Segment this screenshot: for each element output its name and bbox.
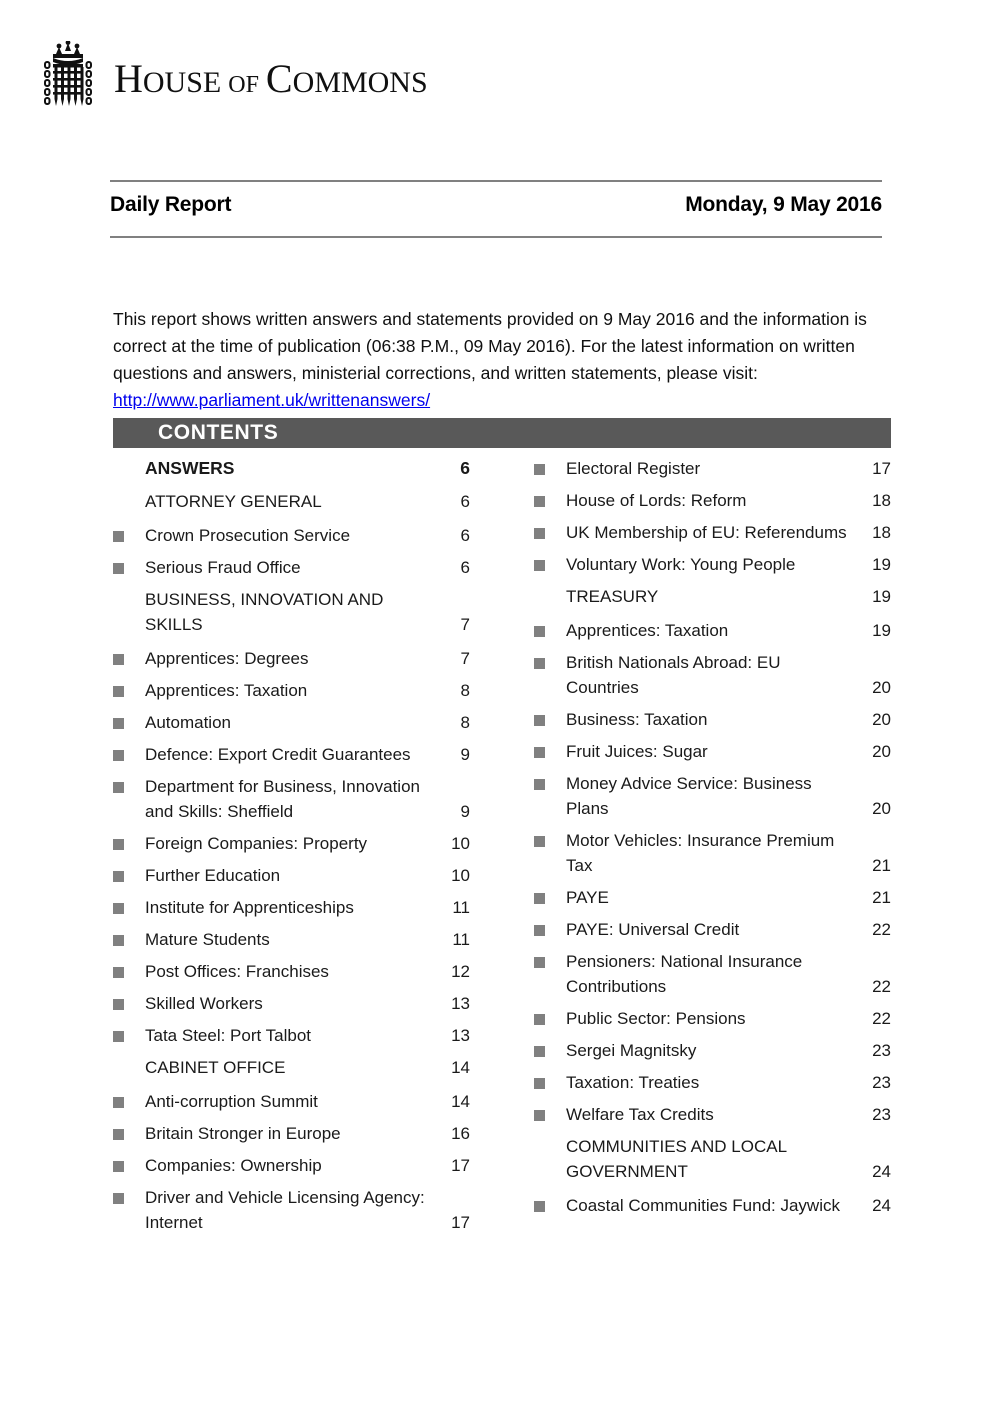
toc-entry-label: CABINET OFFICE — [145, 1058, 286, 1077]
toc-entry-label: Serious Fraud Office — [145, 558, 301, 577]
square-bullet-icon — [534, 893, 545, 904]
toc-entry-page: 17 — [451, 1156, 470, 1175]
toc-entry-page: 11 — [452, 898, 470, 917]
toc-row[interactable] — [534, 1006, 891, 1031]
toc-row[interactable] — [113, 710, 470, 735]
toc-bullet-cell — [113, 523, 145, 542]
toc-entry-page: 11 — [452, 930, 470, 949]
square-bullet-icon — [534, 626, 545, 637]
toc-row[interactable] — [534, 520, 891, 545]
toc-row[interactable] — [534, 1134, 891, 1184]
square-bullet-icon — [113, 782, 124, 793]
toc-bullet-cell — [534, 456, 566, 475]
header-rule-top — [110, 180, 882, 182]
toc-entry-page: 10 — [451, 834, 470, 853]
toc-entry-label: Sergei Magnitsky — [566, 1041, 697, 1060]
toc-bullet-cell — [113, 456, 145, 464]
toc-entry-page: 6 — [460, 492, 470, 511]
toc-bullet-cell — [113, 774, 145, 793]
toc-entry-label: Skilled Workers — [145, 994, 263, 1013]
toc-entry-label: Anti-corruption Summit — [145, 1092, 318, 1111]
toc-bullet-cell — [534, 618, 566, 637]
toc-row[interactable] — [534, 1038, 891, 1063]
toc-row[interactable] — [113, 895, 470, 920]
toc-row[interactable] — [534, 707, 891, 732]
toc-bullet-cell — [534, 739, 566, 758]
toc-entry-page: 24 — [872, 1196, 891, 1215]
toc-row[interactable] — [534, 949, 891, 999]
toc-row[interactable] — [113, 523, 470, 548]
toc-bullet-cell — [534, 1134, 566, 1142]
toc-entry-label: Mature Students — [145, 930, 270, 949]
toc-bullet-cell — [534, 885, 566, 904]
contents-banner — [113, 418, 891, 448]
toc-entry-label: Business: Taxation — [566, 710, 708, 729]
square-bullet-icon — [534, 747, 545, 758]
toc-entry-page: 8 — [460, 681, 470, 700]
toc-bullet-cell — [113, 1153, 145, 1172]
toc-row[interactable] — [113, 1089, 470, 1114]
toc-entry-page: 16 — [451, 1124, 470, 1143]
toc-entry-label: British Nationals Abroad: EU Countries — [566, 653, 781, 697]
toc-bullet-cell — [534, 1102, 566, 1121]
toc-entry-page: 6 — [460, 558, 470, 577]
square-bullet-icon — [113, 935, 124, 946]
toc-entry-page: 18 — [872, 523, 891, 542]
square-bullet-icon — [113, 871, 124, 882]
toc-row[interactable] — [534, 650, 891, 700]
toc-entry-page: 18 — [872, 491, 891, 510]
toc-entry-label: Driver and Vehicle Licensing Agency: Internet — [145, 1188, 425, 1232]
toc-entry-label: Automation — [145, 713, 231, 732]
toc-row[interactable] — [534, 456, 891, 481]
toc-row[interactable] — [534, 618, 891, 643]
wordmark-of: OF — [228, 72, 259, 98]
wordmark-ouse: OUSE — [142, 66, 222, 99]
toc-entry-label: Voluntary Work: Young People — [566, 555, 796, 574]
toc-entry-page: 17 — [872, 459, 891, 478]
toc-entry-page: 19 — [872, 621, 891, 640]
toc-bullet-cell — [113, 927, 145, 946]
toc-bullet-cell — [113, 863, 145, 882]
toc-bullet-cell — [534, 584, 566, 592]
toc-entry-label: Pensioners: National Insurance Contributions — [566, 952, 803, 996]
page-title: Daily Report — [110, 193, 232, 216]
toc-row[interactable] — [534, 488, 891, 513]
toc-entry-page: 9 — [460, 802, 470, 821]
square-bullet-icon — [113, 1129, 124, 1140]
toc-bullet-cell — [113, 1089, 145, 1108]
toc-bullet-cell — [534, 650, 566, 669]
toc-row[interactable] — [113, 927, 470, 952]
toc-entry-page: 20 — [872, 710, 891, 729]
toc-bullet-cell — [534, 1006, 566, 1025]
masthead — [36, 38, 428, 120]
toc-entry-label: Crown Prosecution Service — [145, 526, 351, 545]
square-bullet-icon — [534, 836, 545, 847]
toc-column-right — [534, 456, 891, 1242]
toc-row[interactable] — [113, 959, 470, 984]
toc-entry-label: Apprentices: Taxation — [566, 621, 729, 640]
toc-bullet-cell — [534, 1193, 566, 1212]
toc-bullet-cell — [113, 895, 145, 914]
square-bullet-icon — [113, 1031, 124, 1042]
toc-entry-page: 6 — [460, 526, 470, 545]
toc-row[interactable] — [113, 774, 470, 824]
toc-bullet-cell — [534, 707, 566, 726]
toc-row[interactable] — [113, 863, 470, 888]
intro-text: This report shows written answers and statements provided on 9 May 2016 and the information is correct at the time of publication (06:38 P.M., 09 May 2016). For the latest information on written questions and answers, ministerial corrections, and written statements, please visit: — [113, 308, 867, 383]
toc-bullet-cell — [534, 917, 566, 936]
toc-row[interactable] — [113, 1121, 470, 1146]
square-bullet-icon — [534, 496, 545, 507]
toc-entry-page: 10 — [451, 866, 470, 885]
toc-bullet-cell — [534, 828, 566, 847]
toc-entry-page: 7 — [460, 615, 470, 634]
house-of-commons-wordmark — [114, 56, 428, 101]
toc-entry-page: 19 — [872, 587, 891, 606]
square-bullet-icon — [113, 999, 124, 1010]
toc-entry-page: 20 — [872, 678, 891, 697]
toc-entry-label: Defence: Export Credit Guarantees — [145, 745, 411, 764]
toc-entry-label: Motor Vehicles: Insurance Premium Tax — [566, 831, 835, 875]
toc-entry-label: ANSWERS — [145, 458, 235, 478]
toc-entry-page: 23 — [872, 1073, 891, 1092]
toc-entry-page: 22 — [872, 920, 891, 939]
square-bullet-icon — [534, 1046, 545, 1057]
toc-row[interactable] — [534, 828, 891, 878]
toc-entry-page: 17 — [451, 1213, 470, 1232]
square-bullet-icon — [534, 925, 545, 936]
square-bullet-icon — [113, 531, 124, 542]
toc-entry-page: 22 — [872, 977, 891, 996]
square-bullet-icon — [534, 528, 545, 539]
toc-row[interactable] — [534, 1193, 891, 1218]
square-bullet-icon — [534, 1014, 545, 1025]
toc-row[interactable] — [534, 1070, 891, 1095]
portcullis-crowned-icon — [36, 41, 100, 117]
square-bullet-icon — [534, 957, 545, 968]
toc-row[interactable] — [113, 831, 470, 856]
toc-entry-label: Welfare Tax Credits — [566, 1105, 714, 1124]
toc-bullet-cell — [113, 489, 145, 497]
square-bullet-icon — [113, 686, 124, 697]
square-bullet-icon — [534, 1078, 545, 1089]
toc-entry-label: Coastal Communities Fund: Jaywick — [566, 1196, 840, 1215]
wordmark-ommons: OMMONS — [292, 66, 428, 99]
wordmark-h: H — [114, 56, 143, 101]
toc-entry-label: Public Sector: Pensions — [566, 1009, 746, 1028]
toc-row[interactable] — [534, 1102, 891, 1127]
toc-entry-page: 14 — [451, 1092, 470, 1111]
toc-entry-label: UK Membership of EU: Referendums — [566, 523, 847, 542]
toc-entry-label: Fruit Juices: Sugar — [566, 742, 708, 761]
toc-row[interactable] — [534, 584, 891, 609]
square-bullet-icon — [113, 1193, 124, 1204]
toc-bullet-cell — [113, 831, 145, 850]
toc-entry-label: PAYE — [566, 888, 609, 907]
toc-entry-page: 20 — [872, 799, 891, 818]
toc-entry-label: Britain Stronger in Europe — [145, 1124, 341, 1143]
toc-entry-label: Tata Steel: Port Talbot — [145, 1026, 312, 1045]
toc-row[interactable] — [534, 917, 891, 942]
toc-row[interactable] — [113, 678, 470, 703]
toc-bullet-cell — [534, 520, 566, 539]
report-date: Monday, 9 May 2016 — [685, 193, 882, 216]
toc-row[interactable] — [113, 991, 470, 1016]
toc-entry-label: BUSINESS, INNOVATION AND SKILLS — [145, 590, 384, 634]
header-rule-bottom — [110, 236, 882, 238]
toc-entry-label: House of Lords: Reform — [566, 491, 747, 510]
toc-bullet-cell — [534, 1070, 566, 1089]
toc-row[interactable] — [113, 742, 470, 767]
square-bullet-icon — [113, 563, 124, 574]
toc-entry-label: Money Advice Service: Business Plans — [566, 774, 812, 818]
toc-entry-label: Apprentices: Taxation — [145, 681, 308, 700]
toc-row[interactable] — [113, 1185, 470, 1235]
toc-bullet-cell — [113, 1023, 145, 1042]
toc-row[interactable] — [534, 739, 891, 764]
toc-entry-label: ATTORNEY GENERAL — [145, 492, 322, 511]
toc-row[interactable] — [113, 1023, 470, 1048]
table-of-contents — [113, 456, 891, 1242]
toc-bullet-cell — [534, 1038, 566, 1057]
toc-bullet-cell — [113, 678, 145, 697]
square-bullet-icon — [113, 839, 124, 850]
square-bullet-icon — [534, 464, 545, 475]
toc-bullet-cell — [534, 771, 566, 790]
written-answers-link[interactable]: http://www.parliament.uk/writtenanswers/ — [113, 389, 431, 410]
toc-bullet-cell — [113, 742, 145, 761]
toc-row[interactable] — [113, 1153, 470, 1178]
square-bullet-icon — [113, 1161, 124, 1172]
toc-entry-label: Department for Business, Innovation and Skills: Sheffield — [145, 777, 420, 821]
toc-entry-label: Companies: Ownership — [145, 1156, 322, 1175]
toc-bullet-cell — [113, 1121, 145, 1140]
toc-row[interactable] — [534, 885, 891, 910]
toc-entry-label: TREASURY — [566, 587, 659, 606]
toc-entry-label: PAYE: Universal Credit — [566, 920, 740, 939]
toc-bullet-cell — [113, 1055, 145, 1063]
report-header — [110, 193, 882, 217]
wordmark-c: C — [265, 56, 293, 101]
square-bullet-icon — [113, 654, 124, 665]
toc-entry-page: 22 — [872, 1009, 891, 1028]
toc-entry-page: 23 — [872, 1041, 891, 1060]
toc-bullet-cell — [534, 552, 566, 571]
toc-bullet-cell — [113, 710, 145, 729]
toc-bullet-cell — [113, 991, 145, 1010]
toc-bullet-cell — [113, 1185, 145, 1204]
square-bullet-icon — [113, 967, 124, 978]
toc-bullet-cell — [113, 555, 145, 574]
square-bullet-icon — [534, 560, 545, 571]
contents-banner-label: CONTENTS — [158, 421, 279, 444]
toc-entry-page: 20 — [872, 742, 891, 761]
square-bullet-icon — [534, 1110, 545, 1121]
toc-entry-page: 6 — [460, 458, 470, 478]
toc-row[interactable] — [113, 587, 470, 637]
toc-entry-page: 19 — [872, 555, 891, 574]
toc-entry-page: 21 — [872, 888, 891, 907]
toc-row[interactable] — [113, 456, 470, 481]
toc-entry-page: 21 — [872, 856, 891, 875]
square-bullet-icon — [534, 779, 545, 790]
toc-entry-label: Post Offices: Franchises — [145, 962, 329, 981]
toc-bullet-cell — [113, 959, 145, 978]
toc-entry-label: Apprentices: Degrees — [145, 649, 309, 668]
toc-row[interactable] — [113, 555, 470, 580]
toc-bullet-cell — [534, 488, 566, 507]
toc-entry-page: 13 — [451, 994, 470, 1013]
square-bullet-icon — [113, 1097, 124, 1108]
square-bullet-icon — [113, 718, 124, 729]
toc-row[interactable] — [113, 1055, 470, 1080]
toc-row[interactable] — [534, 771, 891, 821]
toc-bullet-cell — [534, 949, 566, 968]
toc-row[interactable] — [534, 552, 891, 577]
toc-entry-page: 24 — [872, 1162, 891, 1181]
toc-entry-page: 8 — [460, 713, 470, 732]
toc-entry-page: 13 — [451, 1026, 470, 1045]
toc-bullet-cell — [113, 646, 145, 665]
toc-entry-page: 7 — [460, 649, 470, 668]
toc-entry-label: Foreign Companies: Property — [145, 834, 368, 853]
toc-row[interactable] — [113, 489, 470, 514]
toc-entry-page: 23 — [872, 1105, 891, 1124]
square-bullet-icon — [534, 715, 545, 726]
toc-bullet-cell — [113, 587, 145, 595]
square-bullet-icon — [113, 903, 124, 914]
square-bullet-icon — [534, 1201, 545, 1212]
toc-entry-label: COMMUNITIES AND LOCAL GOVERNMENT — [566, 1137, 787, 1181]
toc-entry-label: Taxation: Treaties — [566, 1073, 700, 1092]
toc-entry-page: 14 — [451, 1058, 470, 1077]
intro-paragraph — [113, 306, 883, 414]
toc-entry-label: Electoral Register — [566, 459, 701, 478]
toc-entry-label: Institute for Apprenticeships — [145, 898, 354, 917]
toc-entry-label: Further Education — [145, 866, 281, 885]
toc-column-left — [113, 456, 470, 1242]
toc-entry-page: 12 — [451, 962, 470, 981]
square-bullet-icon — [534, 658, 545, 669]
toc-entry-page: 9 — [460, 745, 470, 764]
square-bullet-icon — [113, 750, 124, 761]
toc-row[interactable] — [113, 646, 470, 671]
